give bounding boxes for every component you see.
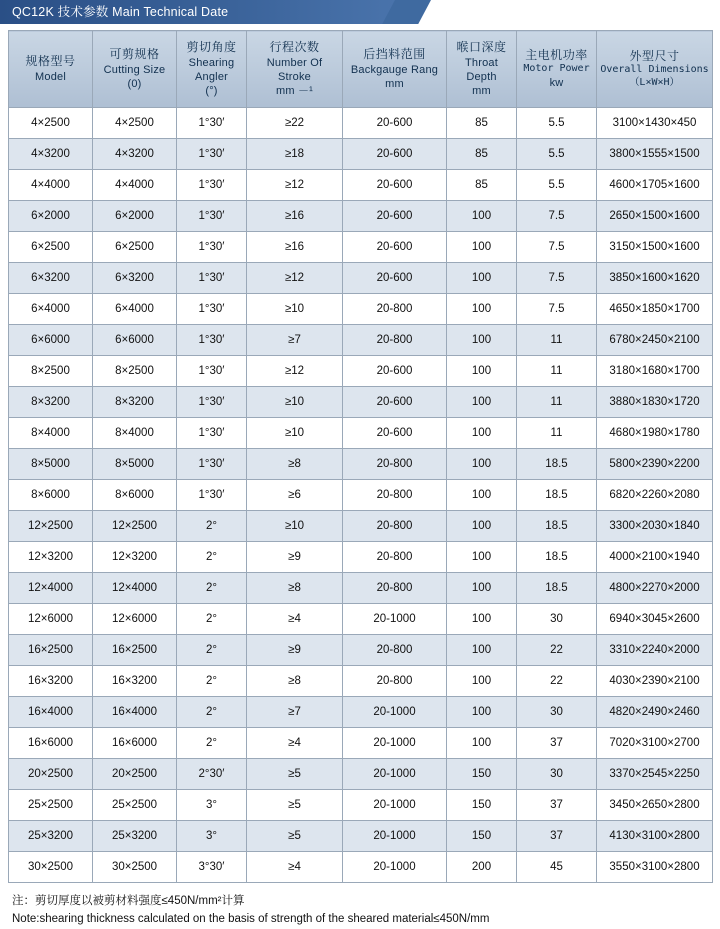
table-cell: 12×4000 [93,573,177,604]
table-cell: 45 [517,852,597,883]
table-cell: ≥9 [247,542,343,573]
table-row [9,449,713,480]
table-cell: ≥5 [247,759,343,790]
column-header-unit: (0) [127,77,142,90]
table-cell: 12×2500 [93,511,177,542]
table-cell: 37 [517,728,597,759]
column-header-cn: 可剪规格 [109,47,160,62]
table-cell: ≥22 [247,108,343,139]
table-cell: 2° [177,635,247,666]
table-cell: 200 [447,852,517,883]
table-cell: 6820×2260×2080 [597,480,713,511]
table-cell: 20-1000 [343,697,447,728]
table-cell: 2° [177,573,247,604]
table-cell: ≥5 [247,790,343,821]
table-row [9,604,713,635]
table-cell: 4650×1850×1700 [597,294,713,325]
table-cell: 2650×1500×1600 [597,201,713,232]
table-cell: 100 [447,480,517,511]
table-cell: 30×2500 [9,852,93,883]
table-cell: 25×3200 [9,821,93,852]
spec-table-container [0,24,720,883]
column-header-en: Number Of Stroke [266,56,323,83]
table-cell: 18.5 [517,480,597,511]
table-cell: 85 [447,170,517,201]
table-cell: 8×5000 [93,449,177,480]
table-cell: 3150×1500×1600 [597,232,713,263]
column-header-unit: mm [472,84,491,97]
table-row [9,108,713,139]
table-cell: 20-600 [343,387,447,418]
column-header-en: Model [35,70,66,83]
table-cell: 16×2500 [93,635,177,666]
table-cell: 3° [177,821,247,852]
table-cell: 30 [517,604,597,635]
table-cell: 12×6000 [9,604,93,635]
table-cell: 1°30′ [177,449,247,480]
table-cell: 6×2500 [9,232,93,263]
table-row [9,356,713,387]
table-cell: 22 [517,635,597,666]
table-cell: ≥16 [247,232,343,263]
column-header-cn: 喉口深度 [456,40,507,55]
table-cell: 1°30′ [177,356,247,387]
table-row [9,201,713,232]
table-cell: 7.5 [517,263,597,294]
table-cell: 20-800 [343,511,447,542]
table-cell: 6×6000 [9,325,93,356]
table-cell: 18.5 [517,449,597,480]
table-cell: 16×2500 [9,635,93,666]
table-cell: 20-1000 [343,790,447,821]
table-cell: 12×3200 [93,542,177,573]
table-cell: 12×6000 [93,604,177,635]
column-header-backgauge-range [343,31,447,108]
table-cell: 4×3200 [9,139,93,170]
table-cell: 100 [447,666,517,697]
table-cell: 30×2500 [93,852,177,883]
table-cell: 12×4000 [9,573,93,604]
column-header-en: Throat Depth [465,56,498,83]
table-cell: 20-1000 [343,728,447,759]
table-cell: 22 [517,666,597,697]
table-cell: 20-800 [343,480,447,511]
table-cell: 7.5 [517,232,597,263]
table-cell: ≥8 [247,573,343,604]
table-cell: 1°30′ [177,108,247,139]
table-row [9,728,713,759]
table-cell: 1°30′ [177,170,247,201]
table-cell: ≥10 [247,418,343,449]
table-cell: 5.5 [517,139,597,170]
table-cell: 12×3200 [9,542,93,573]
table-cell: 8×2500 [93,356,177,387]
table-cell: 2° [177,728,247,759]
table-cell: ≥10 [247,387,343,418]
table-row [9,418,713,449]
table-cell: 3370×2545×2250 [597,759,713,790]
table-cell: 2° [177,666,247,697]
table-cell: 4×2500 [93,108,177,139]
table-cell: 20-1000 [343,759,447,790]
table-cell: 7.5 [517,201,597,232]
table-cell: 20×2500 [93,759,177,790]
table-cell: 2°30′ [177,759,247,790]
table-header-row [9,31,713,108]
table-cell: 6×3200 [93,263,177,294]
table-cell: 16×6000 [9,728,93,759]
table-cell: 4×3200 [93,139,177,170]
column-header-motor-power [517,31,597,108]
table-cell: 20-600 [343,232,447,263]
table-cell: 100 [447,325,517,356]
table-cell: 3310×2240×2000 [597,635,713,666]
table-cell: 11 [517,356,597,387]
table-cell: ≥12 [247,263,343,294]
table-cell: 6×4000 [9,294,93,325]
table-cell: 6×6000 [93,325,177,356]
table-cell: 30 [517,759,597,790]
table-row [9,790,713,821]
table-cell: 25×2500 [93,790,177,821]
table-cell: 100 [447,511,517,542]
column-header-number-of-stroke [247,31,343,108]
table-cell: 8×5000 [9,449,93,480]
table-cell: ≥7 [247,325,343,356]
table-cell: 25×3200 [93,821,177,852]
column-header-unit: mm －¹ [275,84,314,97]
table-cell: 6940×3045×2600 [597,604,713,635]
table-cell: 20-600 [343,170,447,201]
table-cell: 100 [447,728,517,759]
table-cell: 3300×2030×1840 [597,511,713,542]
table-cell: ≥10 [247,294,343,325]
table-cell: 1°30′ [177,201,247,232]
table-cell: 20-800 [343,325,447,356]
table-cell: ≥4 [247,728,343,759]
table-row [9,573,713,604]
table-cell: 6×2000 [93,201,177,232]
table-cell: 3880×1830×1720 [597,387,713,418]
table-row [9,139,713,170]
table-cell: 3° [177,790,247,821]
table-cell: 8×6000 [9,480,93,511]
table-cell: 100 [447,294,517,325]
table-row [9,232,713,263]
table-cell: ≥5 [247,821,343,852]
table-cell: 2° [177,697,247,728]
table-cell: ≥9 [247,635,343,666]
column-header-cn: 剪切角度 [186,40,237,55]
table-cell: 20-1000 [343,821,447,852]
table-cell: 3800×1555×1500 [597,139,713,170]
table-cell: 20-600 [343,263,447,294]
table-cell: ≥12 [247,170,343,201]
table-row [9,821,713,852]
table-cell: 1°30′ [177,418,247,449]
table-cell: 85 [447,108,517,139]
table-cell: 4130×3100×2800 [597,821,713,852]
table-cell: 1°30′ [177,480,247,511]
table-cell: 1°30′ [177,294,247,325]
table-cell: 5.5 [517,108,597,139]
table-cell: 100 [447,604,517,635]
table-cell: 4030×2390×2100 [597,666,713,697]
table-row [9,542,713,573]
column-header-unit: kw [549,77,564,90]
column-header-en: Cutting Size [103,63,166,76]
table-row [9,697,713,728]
column-header-cutting-size [93,31,177,108]
table-cell: 3°30′ [177,852,247,883]
table-cell: 100 [447,449,517,480]
table-cell: 37 [517,821,597,852]
table-cell: 3180×1680×1700 [597,356,713,387]
spec-table [8,30,713,883]
table-row [9,170,713,201]
table-cell: 2° [177,511,247,542]
table-cell: 25×2500 [9,790,93,821]
table-cell: 4820×2490×2460 [597,697,713,728]
table-cell: 11 [517,325,597,356]
table-cell: 8×3200 [9,387,93,418]
column-header-overall-dimensions [597,31,713,108]
table-cell: 150 [447,759,517,790]
table-cell: 100 [447,573,517,604]
table-cell: 4×4000 [93,170,177,201]
table-row [9,511,713,542]
table-cell: 100 [447,542,517,573]
table-body [9,108,713,883]
page-title: QC12K 技术参数 Main Technical Date [12,5,229,19]
table-cell: 16×6000 [93,728,177,759]
table-cell: 16×3200 [93,666,177,697]
column-header-unit: mm [385,77,404,90]
table-row [9,759,713,790]
table-cell: 8×4000 [93,418,177,449]
table-cell: 20-800 [343,449,447,480]
table-cell: 1°30′ [177,139,247,170]
table-cell: 37 [517,790,597,821]
table-cell: ≥7 [247,697,343,728]
table-row [9,635,713,666]
table-cell: 4×4000 [9,170,93,201]
table-cell: 4680×1980×1780 [597,418,713,449]
table-cell: 4800×2270×2000 [597,573,713,604]
table-cell: 6780×2450×2100 [597,325,713,356]
table-cell: 3450×2650×2800 [597,790,713,821]
table-cell: 4000×2100×1940 [597,542,713,573]
table-cell: 6×4000 [93,294,177,325]
column-header-en: Shearing Angler [188,56,235,83]
table-cell: 16×4000 [9,697,93,728]
table-cell: 100 [447,263,517,294]
note-line-en: Note:shearing thickness calculated on the basis of strength of the sheared material≤450N/mm [12,912,490,925]
table-cell: ≥4 [247,852,343,883]
column-header-en: Motor Power [523,63,590,75]
table-cell: 20-800 [343,635,447,666]
table-cell: 1°30′ [177,325,247,356]
header-banner [0,0,720,24]
table-row [9,480,713,511]
table-cell: 3850×1600×1620 [597,263,713,294]
table-cell: 11 [517,418,597,449]
table-cell: 20-800 [343,573,447,604]
table-cell: 16×4000 [93,697,177,728]
table-cell: 150 [447,790,517,821]
column-header-cn: 主电机功率 [525,47,588,62]
table-cell: 12×2500 [9,511,93,542]
table-row [9,666,713,697]
column-header-en: Overall Dimensions [600,63,709,75]
table-cell: 20-600 [343,139,447,170]
table-cell: 1°30′ [177,387,247,418]
table-cell: 11 [517,387,597,418]
column-header-throat-depth [447,31,517,108]
table-cell: ≥8 [247,449,343,480]
table-cell: 3550×3100×2800 [597,852,713,883]
table-cell: 150 [447,821,517,852]
table-cell: 30 [517,697,597,728]
footer-notes [0,883,720,929]
table-cell: 18.5 [517,542,597,573]
table-cell: 100 [447,697,517,728]
table-cell: 18.5 [517,511,597,542]
table-cell: 8×2500 [9,356,93,387]
table-cell: 16×3200 [9,666,93,697]
table-cell: 1°30′ [177,232,247,263]
table-cell: 3100×1430×450 [597,108,713,139]
table-cell: 100 [447,387,517,418]
table-cell: 20-600 [343,108,447,139]
table-cell: 5800×2390×2200 [597,449,713,480]
table-row [9,325,713,356]
column-header-unit: (°) [205,84,218,97]
table-cell: 20-1000 [343,852,447,883]
table-cell: 20-600 [343,356,447,387]
table-cell: 20-800 [343,294,447,325]
column-header-cn: 外型尺寸 [629,48,680,63]
column-header-cn: 后挡料范围 [363,47,426,62]
table-cell: ≥8 [247,666,343,697]
table-cell: 7020×3100×2700 [597,728,713,759]
table-cell: ≥4 [247,604,343,635]
table-row [9,294,713,325]
table-cell: 2° [177,542,247,573]
table-cell: 100 [447,232,517,263]
table-cell: ≥6 [247,480,343,511]
table-cell: 2° [177,604,247,635]
table-cell: 7.5 [517,294,597,325]
table-cell: 1°30′ [177,263,247,294]
table-row [9,852,713,883]
table-cell: ≥10 [247,511,343,542]
column-header-shearing-angle [177,31,247,108]
table-cell: 6×2500 [93,232,177,263]
table-cell: 18.5 [517,573,597,604]
table-cell: 100 [447,418,517,449]
table-row [9,263,713,294]
table-cell: 20-600 [343,201,447,232]
table-cell: 5.5 [517,170,597,201]
table-cell: 8×6000 [93,480,177,511]
column-header-cn: 规格型号 [25,54,76,69]
table-cell: 6×2000 [9,201,93,232]
table-cell: 8×3200 [93,387,177,418]
table-cell: 20-800 [343,542,447,573]
note-line-cn: 注：剪切厚度以被剪材料强度≤450N/mm²计算 [12,895,245,907]
column-header-en: Backgauge Rang [350,63,439,76]
table-cell: 100 [447,356,517,387]
table-cell: 4600×1705×1600 [597,170,713,201]
table-cell: 20-600 [343,418,447,449]
table-cell: 100 [447,201,517,232]
table-cell: 6×3200 [9,263,93,294]
table-cell: ≥16 [247,201,343,232]
table-cell: 20-1000 [343,604,447,635]
column-header-cn: 行程次数 [269,40,320,55]
table-cell: 20×2500 [9,759,93,790]
table-cell: 85 [447,139,517,170]
table-cell: 100 [447,635,517,666]
table-cell: ≥18 [247,139,343,170]
column-header-unit: （L×W×H） [629,76,680,88]
table-cell: ≥12 [247,356,343,387]
table-cell: 20-800 [343,666,447,697]
table-row [9,387,713,418]
table-cell: 8×4000 [9,418,93,449]
column-header-model [9,31,93,108]
table-cell: 4×2500 [9,108,93,139]
